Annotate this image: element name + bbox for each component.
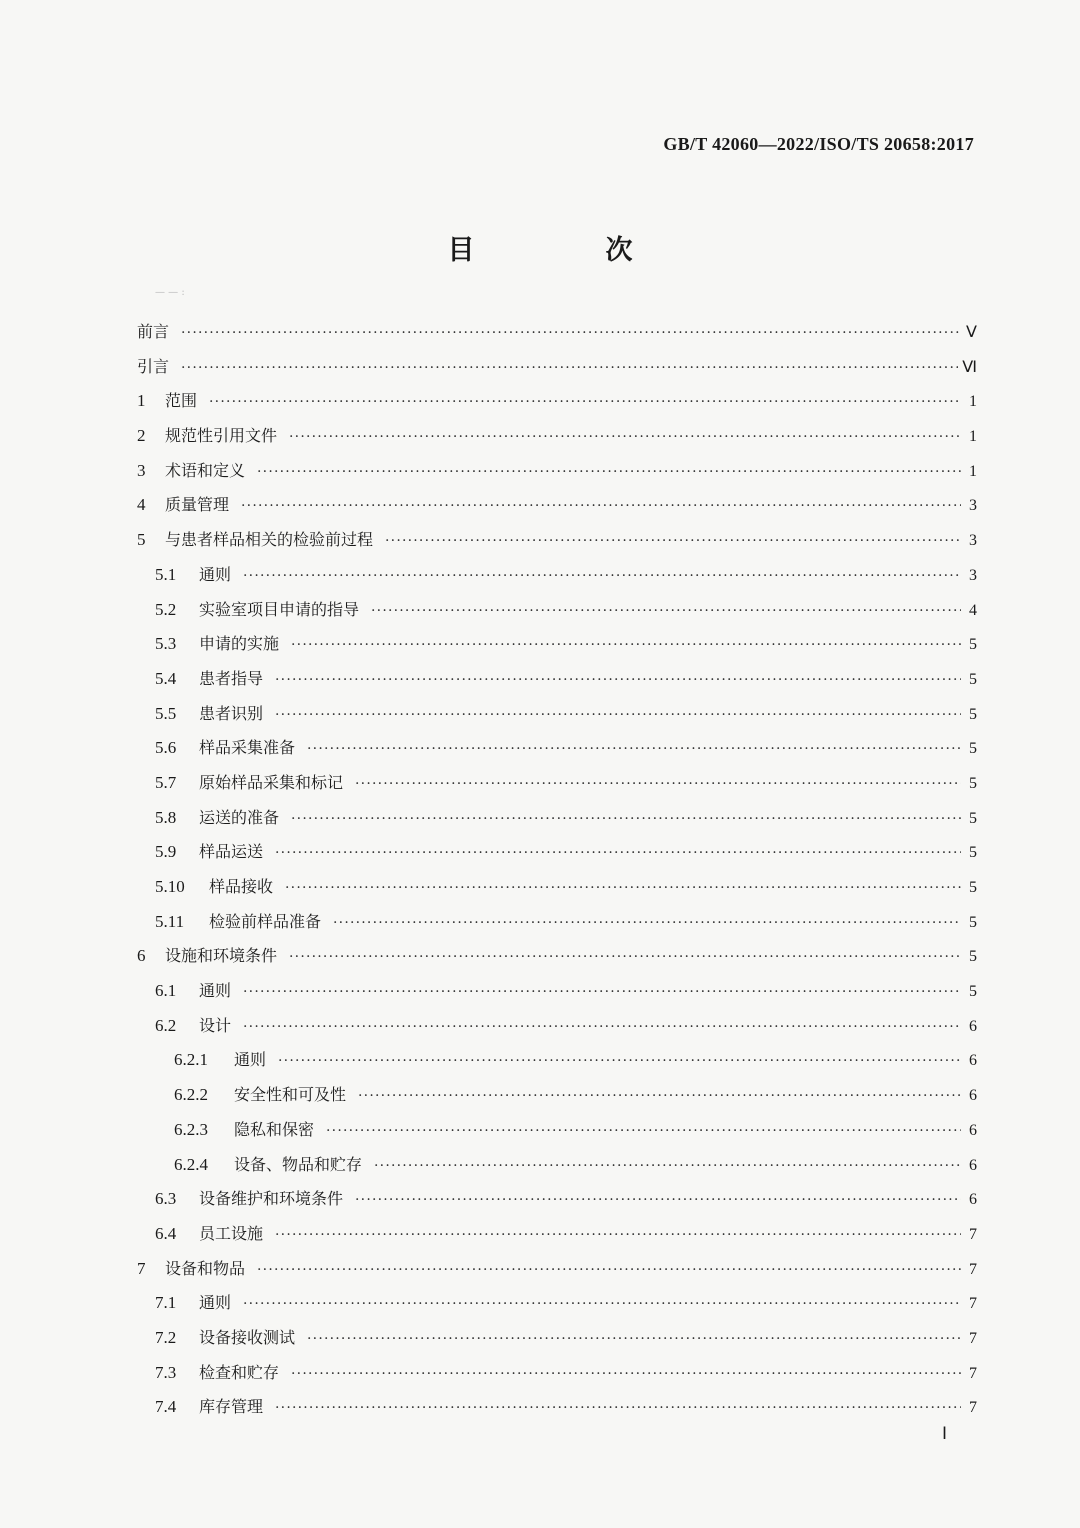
dot-leader	[307, 1322, 961, 1356]
toc-entry-page: 5	[969, 948, 977, 966]
toc-entry-page: 5	[969, 774, 977, 792]
toc-entry[interactable]	[137, 974, 977, 1009]
toc-entry-title: 设备、物品和贮存	[234, 1154, 363, 1174]
toc-entry-page: 7	[969, 1225, 977, 1243]
toc-entry-page: Ⅵ	[962, 358, 977, 376]
toc-entry-page: 5	[969, 879, 977, 896]
toc-entry-title: 设施和环境条件	[165, 946, 278, 966]
toc-entry-title: 实验室项目申请的指导	[199, 599, 360, 619]
toc-entry-number: 7	[137, 1258, 146, 1278]
toc-entry-title: 规范性引用文件	[165, 426, 278, 446]
toc-entry-page: 6	[969, 1191, 977, 1209]
toc-entry[interactable]	[137, 870, 977, 905]
dot-leader	[241, 489, 961, 523]
dot-leader	[385, 524, 961, 558]
toc-entry-page: 5	[969, 913, 977, 931]
toc-entry-number: 3	[137, 460, 146, 480]
toc-entry[interactable]	[137, 523, 977, 558]
toc-entry-page: 6	[969, 1087, 977, 1105]
toc-entry[interactable]	[137, 905, 977, 940]
toc-entry[interactable]	[137, 315, 977, 350]
toc-entry-number: 7.4	[155, 1397, 177, 1417]
toc-entry[interactable]	[137, 593, 977, 628]
toc-entry-page: 7	[969, 1295, 977, 1313]
toc-entry-title: 通则	[199, 564, 232, 584]
toc-entry[interactable]	[137, 384, 977, 419]
toc-entry-number: 2	[137, 426, 146, 446]
toc-entry-page: 5	[969, 844, 977, 862]
toc-entry-number: 6.4	[155, 1223, 177, 1243]
toc-entry[interactable]	[137, 1113, 977, 1148]
toc-entry-title: 申请的实施	[199, 634, 280, 654]
dot-leader	[291, 1357, 961, 1391]
dot-leader	[326, 1114, 961, 1148]
dot-leader	[275, 1391, 961, 1425]
toc-entry-number: 6.2.1	[174, 1050, 208, 1070]
toc-entry-title: 范围	[165, 391, 198, 411]
toc-entry-number: 6.2.2	[174, 1085, 208, 1105]
dot-leader	[289, 940, 961, 974]
toc-entry-number: 6.2	[155, 1015, 177, 1035]
toc-entry[interactable]	[137, 1078, 977, 1113]
toc-entry-page: 5	[969, 670, 977, 688]
scan-smudge: — — :	[155, 287, 185, 298]
dot-leader	[275, 663, 961, 697]
toc-entry[interactable]	[137, 835, 977, 870]
toc-entry-title: 检查和贮存	[199, 1362, 280, 1382]
toc-entry[interactable]	[137, 939, 977, 974]
toc-entry-number: 5.3	[155, 634, 177, 654]
toc-entry-number: 7.3	[155, 1362, 177, 1382]
toc-entry-page: 5	[969, 740, 977, 758]
toc-entry-number: 5.11	[155, 911, 185, 931]
toc-entry-number: 6.1	[155, 981, 177, 1001]
toc-entry-page: 5	[969, 705, 977, 723]
toc-entry-page: 6	[969, 1121, 977, 1139]
toc-entry-number: 6.2.4	[174, 1154, 208, 1174]
toc-entry-title: 员工设施	[199, 1223, 264, 1243]
toc-entry-number: 5.4	[155, 668, 177, 688]
toc-entry-page: 7	[969, 1399, 977, 1417]
toc-entry[interactable]	[137, 1390, 977, 1425]
toc-entry[interactable]	[137, 1043, 977, 1078]
toc-entry-title: 运送的准备	[199, 807, 280, 827]
page-title: 目 次	[447, 235, 685, 266]
dot-leader	[374, 1149, 961, 1183]
toc-entry-title: 设备和物品	[165, 1258, 246, 1278]
toc-entry[interactable]	[137, 697, 977, 732]
toc-entry-title: 患者指导	[199, 668, 264, 688]
toc-entry-number: 5.5	[155, 703, 177, 723]
toc-entry[interactable]	[137, 1148, 977, 1183]
toc-entry[interactable]	[137, 1321, 977, 1356]
toc-entry-number: 1	[137, 391, 146, 411]
toc-entry-page: 7	[969, 1364, 977, 1382]
toc-entry-title: 样品采集准备	[199, 738, 296, 758]
toc-entry[interactable]	[137, 766, 977, 801]
toc-entry-number: 4	[137, 495, 146, 515]
toc-entry-page: 6	[969, 1156, 977, 1174]
toc-entry-title: 原始样品采集和标记	[199, 772, 344, 792]
toc-entry-page: 7	[969, 1329, 977, 1347]
dot-leader	[307, 732, 961, 766]
dot-leader	[285, 871, 961, 905]
toc-entry[interactable]	[137, 454, 977, 489]
toc-entry-page: 3	[969, 497, 977, 515]
toc-entry-page: Ⅴ	[966, 324, 977, 341]
toc-entry[interactable]	[137, 801, 977, 836]
toc-entry-title: 安全性和可及性	[234, 1085, 347, 1105]
dot-leader	[209, 385, 961, 419]
dot-leader	[181, 316, 961, 350]
toc-entry-page: 7	[969, 1260, 977, 1278]
toc-entry-number: 5.10	[155, 877, 185, 896]
toc-entry-number: 7.2	[155, 1327, 177, 1347]
dot-leader	[355, 767, 961, 801]
toc-entry-title: 引言	[137, 356, 170, 376]
toc-entry-page: 3	[969, 566, 977, 584]
dot-leader	[333, 906, 961, 940]
page-number: Ⅰ	[942, 1424, 948, 1443]
toc-entry-title: 样品运送	[199, 842, 264, 862]
toc-entry[interactable]	[137, 662, 977, 697]
dot-leader	[243, 559, 961, 593]
toc-entry-page: 3	[969, 532, 977, 550]
toc-entry-title: 通则	[199, 1293, 232, 1313]
toc-entry-number: 6	[137, 946, 146, 966]
toc-entry-title: 患者识别	[199, 703, 264, 723]
dot-leader	[243, 975, 961, 1009]
toc-entry[interactable]	[137, 1252, 977, 1287]
toc-entry[interactable]	[137, 558, 977, 593]
dot-leader	[181, 351, 958, 385]
toc-entry-page: 1	[969, 428, 977, 446]
dot-leader	[275, 1218, 961, 1252]
toc-entry-number: 5.8	[155, 807, 177, 827]
toc-entry-title: 通则	[234, 1050, 267, 1070]
dot-leader	[291, 628, 961, 662]
toc-entry[interactable]	[137, 350, 977, 385]
toc-entry-number: 7.1	[155, 1293, 177, 1313]
toc-entry-number: 5.7	[155, 772, 177, 792]
toc-entry[interactable]	[137, 1356, 977, 1391]
dot-leader	[278, 1044, 961, 1078]
dot-leader	[289, 420, 961, 454]
toc-entry-number: 6.3	[155, 1189, 177, 1209]
toc-entry-title: 术语和定义	[165, 460, 246, 480]
dot-leader	[355, 1183, 961, 1217]
toc-entry-number: 6.2.3	[174, 1119, 208, 1139]
dot-leader	[371, 594, 961, 628]
standard-code: GB/T 42060—2022/ISO/TS 20658:2017	[663, 134, 974, 154]
toc-entry[interactable]	[137, 1217, 977, 1252]
toc-entry-title: 设计	[199, 1015, 232, 1035]
toc-entry-page: 5	[969, 983, 977, 1001]
toc-entry-page: 1	[969, 462, 977, 480]
toc-entry-page: 6	[969, 1017, 977, 1035]
toc-entry[interactable]	[137, 731, 977, 766]
dot-leader	[257, 455, 961, 489]
toc-entry-number: 5.9	[155, 842, 177, 862]
toc-entry[interactable]	[137, 1009, 977, 1044]
toc-entry-page: 6	[969, 1052, 977, 1070]
toc-entry-title: 质量管理	[165, 495, 230, 515]
toc-entry[interactable]	[137, 488, 977, 523]
dot-leader	[358, 1079, 961, 1113]
dot-leader	[291, 802, 961, 836]
table-of-contents	[137, 315, 977, 1425]
toc-entry-title: 设备维护和环境条件	[199, 1189, 344, 1209]
dot-leader	[275, 836, 961, 870]
dot-leader	[243, 1287, 961, 1321]
toc-entry-title: 样品接收	[209, 877, 274, 896]
toc-entry-title: 前言	[137, 322, 170, 341]
toc-entry[interactable]	[137, 627, 977, 662]
toc-entry-page: 5	[969, 636, 977, 654]
toc-entry-number: 5.2	[155, 599, 177, 619]
toc-entry[interactable]	[137, 1182, 977, 1217]
toc-entry-number: 5.1	[155, 564, 177, 584]
toc-entry-title: 通则	[199, 981, 232, 1001]
toc-entry-title: 检验前样品准备	[209, 911, 322, 931]
toc-entry-number: 5.6	[155, 738, 177, 758]
toc-entry-number: 5	[137, 530, 146, 550]
dot-leader	[275, 698, 961, 732]
toc-entry-title: 库存管理	[199, 1397, 264, 1417]
toc-entry-title: 与患者样品相关的检验前过程	[165, 530, 374, 550]
toc-entry-title: 隐私和保密	[234, 1119, 315, 1139]
toc-entry-page: 5	[969, 809, 977, 827]
dot-leader	[243, 1010, 961, 1044]
toc-entry[interactable]	[137, 419, 977, 454]
dot-leader	[257, 1253, 961, 1287]
toc-entry-page: 1	[969, 393, 977, 411]
toc-entry-title: 设备接收测试	[199, 1327, 296, 1347]
toc-entry-page: 4	[969, 601, 977, 619]
toc-entry[interactable]	[137, 1286, 977, 1321]
